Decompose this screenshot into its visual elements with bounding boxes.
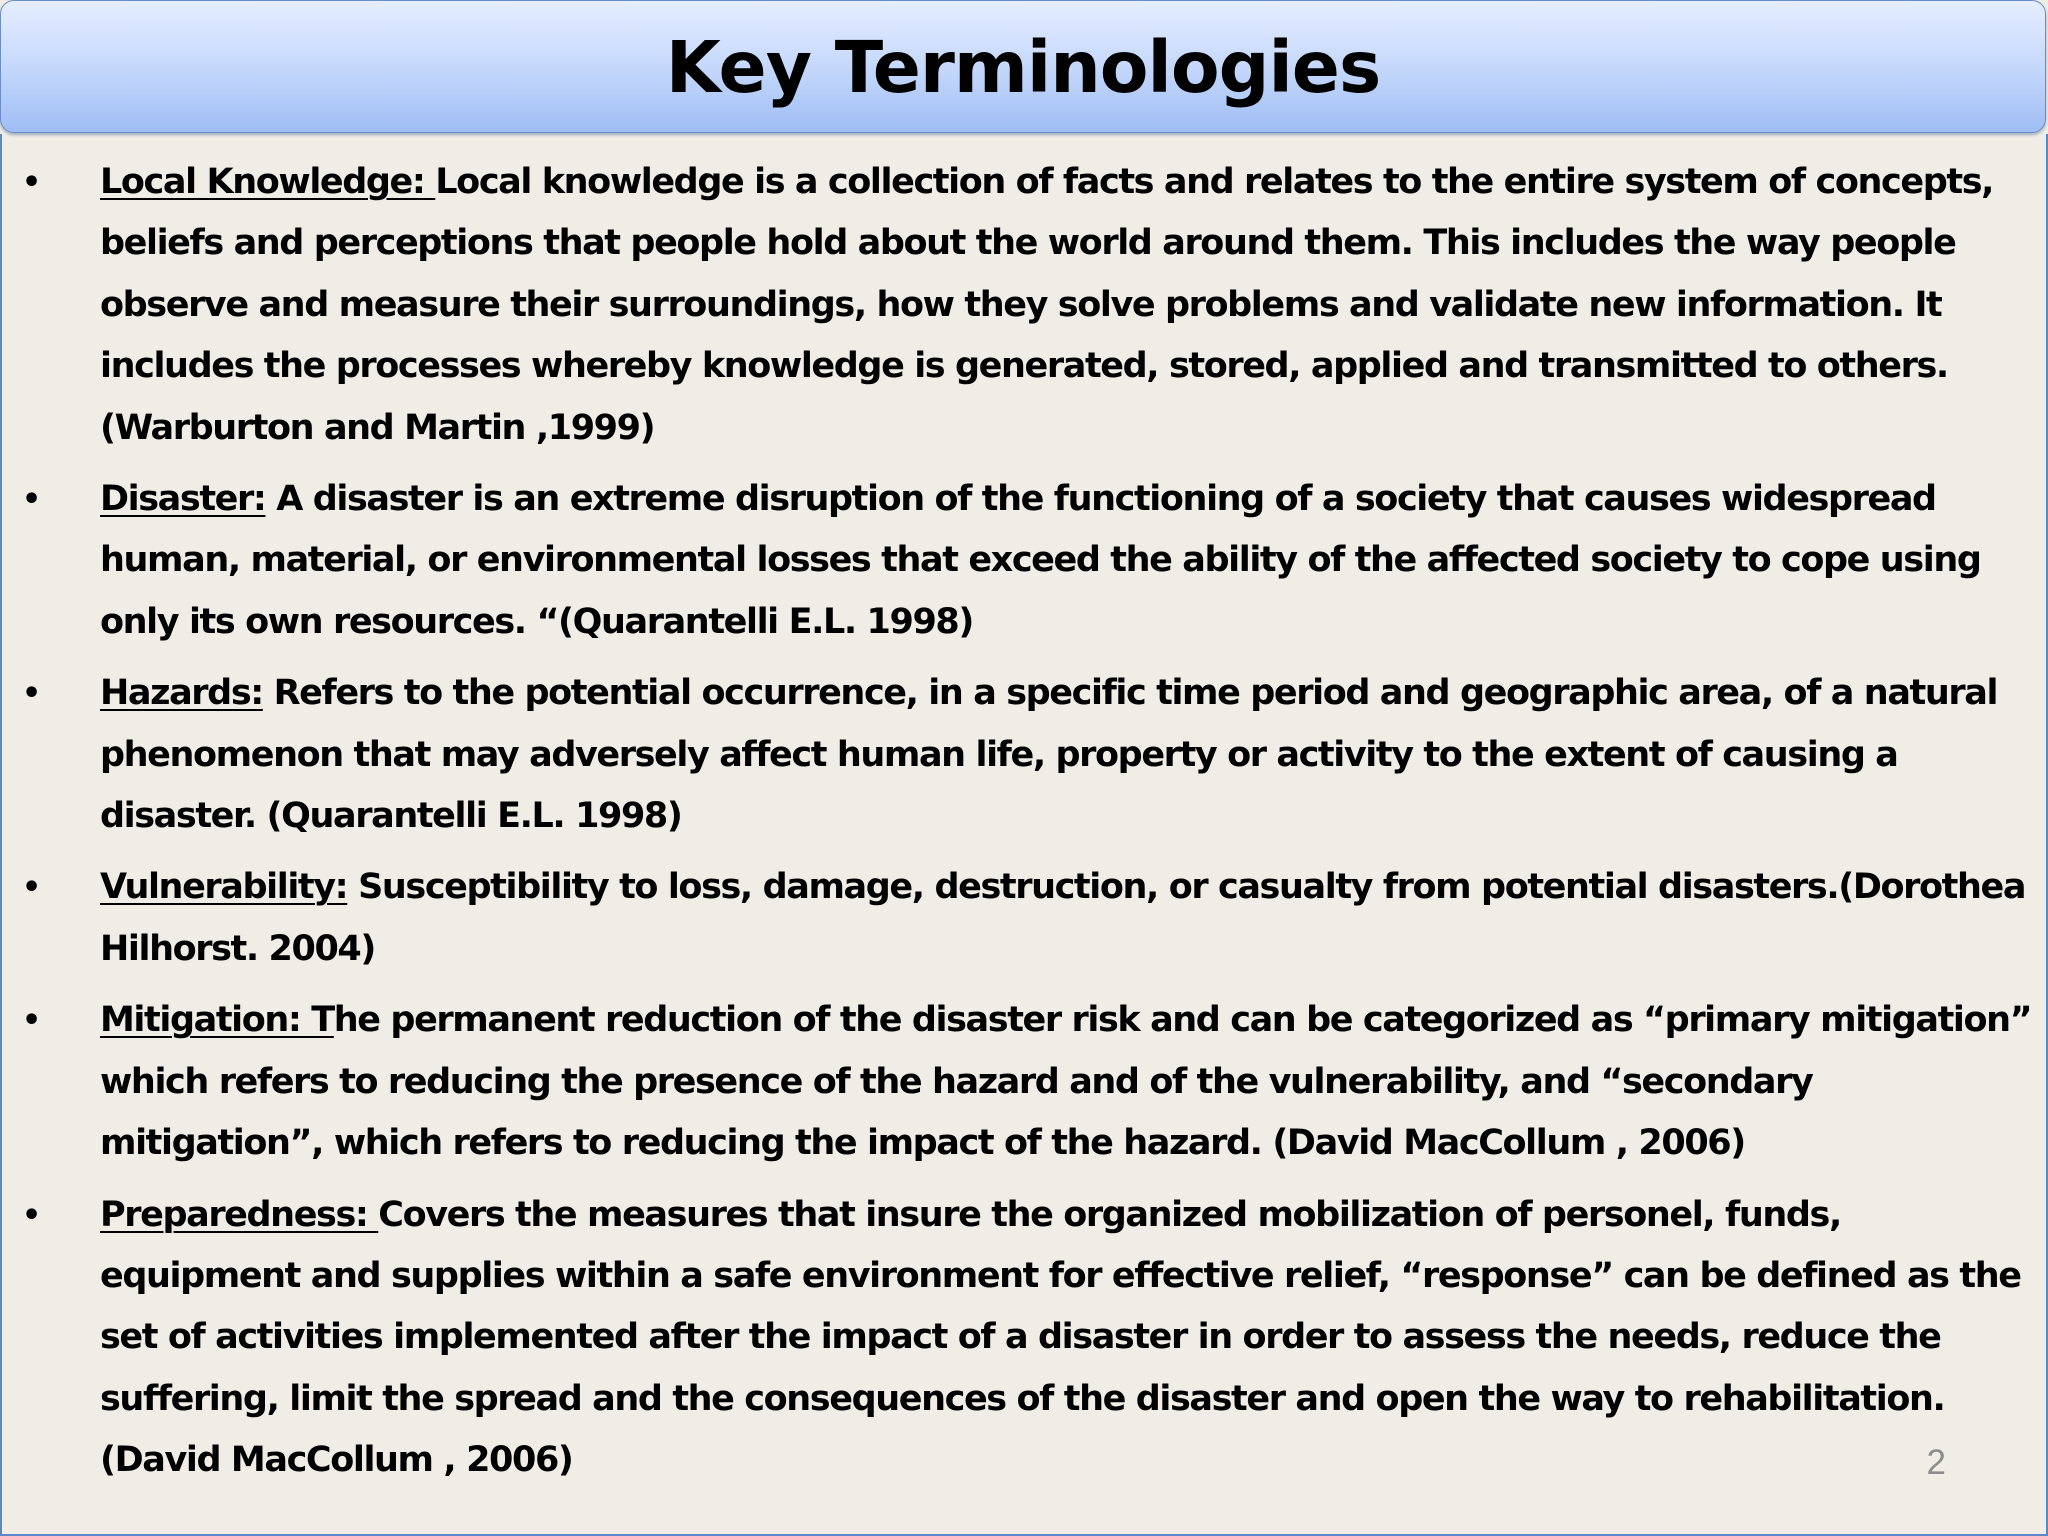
term-label: Preparedness: bbox=[100, 1194, 379, 1235]
term-preparedness bbox=[2, 1185, 2048, 1492]
bullet-icon: • bbox=[22, 870, 40, 906]
term-mitigation bbox=[2, 990, 2048, 1174]
term-definition: Covers the measures that insure the organized mobilization of personel, funds, equipment and supplies within a safe environment for effective relief, “response” can be defined as the set of activities implemented after the impact of a disaster in order to assess the needs, reduce the suffering, limit the spread and the consequences of the disaster and open the way to rehabilitation. (David MacCollum , 2006) bbox=[100, 1194, 2021, 1481]
term-definition: A disaster is an extreme disruption of the functioning of a society that causes widespread human, material, or environmental losses that exceed the ability of the affected society to cope using only its own resources. “(Quarantelli E.L. 1998) bbox=[100, 479, 1981, 642]
title-bar bbox=[0, 0, 2046, 133]
bullet-icon: • bbox=[22, 1197, 40, 1233]
term-local-knowledge bbox=[2, 152, 2048, 459]
term-label: Vulnerability: bbox=[100, 867, 348, 908]
term-label: Hazards: bbox=[100, 673, 263, 714]
bullet-icon: • bbox=[22, 165, 40, 200]
term-label: Local Knowledge: bbox=[100, 162, 436, 202]
term-definition: Susceptibility to loss, damage, destruction, or casualty from potential disasters.(Dorothea Hilhorst. 2004) bbox=[100, 867, 2026, 969]
term-definition: he permanent reduction of the disaster risk and can be categorized as “primary mitigation” which refers to reducing the presence of the hazard and of the vulnerability, and “secondary mitigation”, which refers to reducing the impact of the hazard. (David MacCollum , 2006) bbox=[100, 1000, 2032, 1164]
term-disaster bbox=[2, 469, 2048, 653]
term-vulnerability bbox=[2, 857, 2048, 980]
term-definition: Refers to the potential occurrence, in a specific time period and geographic area, of a natural phenomenon that may adversely affect human life, property or activity to the extent of causing a disaster. (Quarantelli E.L. 1998) bbox=[100, 673, 1998, 837]
term-definition: Local knowledge is a collection of facts and relates to the entire system of concepts, beliefs and perceptions that people hold about the world around them. This includes the way people observe and measure their surroundings, how they solve problems and validate new information. It includes the processes whereby knowledge is generated, stored, applied and transmitted to others. (Warburton and Martin ,1999) bbox=[100, 162, 1994, 448]
term-list bbox=[2, 152, 2048, 1502]
bullet-icon: • bbox=[22, 676, 40, 712]
term-label: Mitigation: T bbox=[100, 1000, 334, 1041]
term-label: Disaster: bbox=[100, 479, 266, 520]
bullet-icon: • bbox=[22, 1003, 40, 1039]
slide-title: Key Terminologies bbox=[665, 26, 1381, 109]
bullet-icon: • bbox=[22, 482, 40, 518]
term-hazards bbox=[2, 663, 2048, 847]
content-box bbox=[0, 134, 2048, 1536]
page-number: 2 bbox=[1926, 1443, 1946, 1482]
